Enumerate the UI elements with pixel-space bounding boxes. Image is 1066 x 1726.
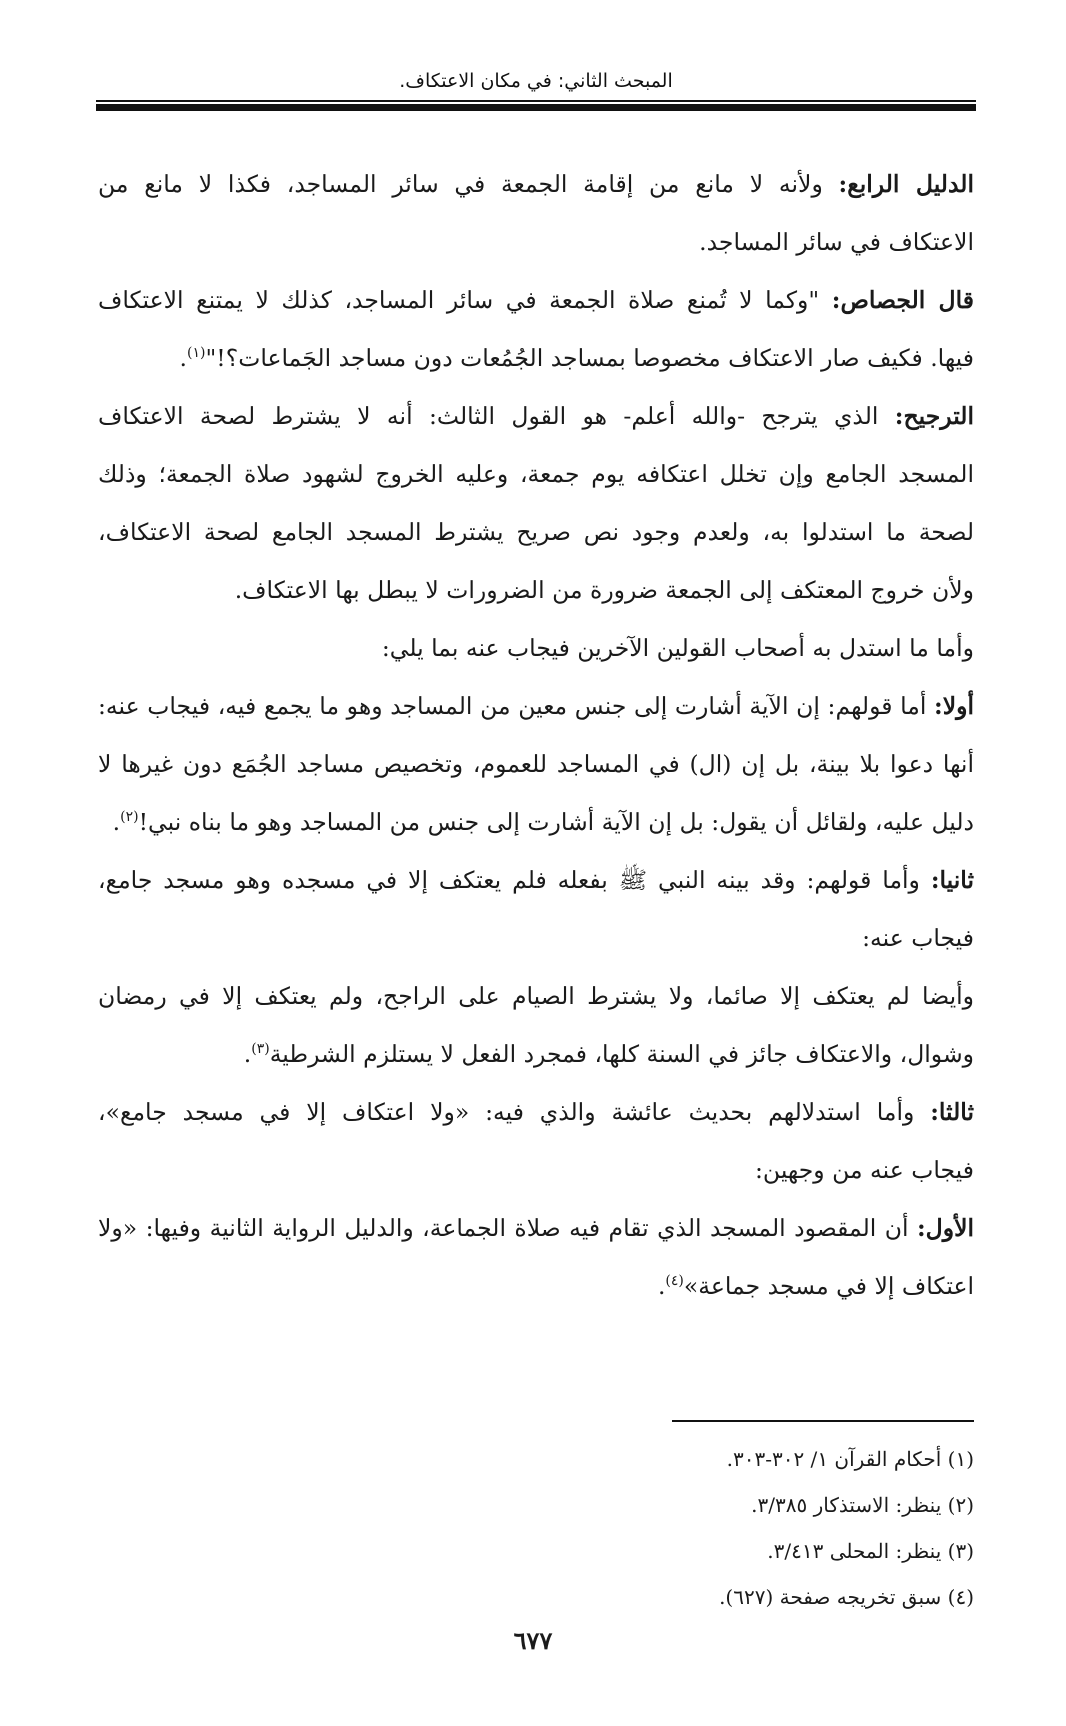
text-line — [98, 561, 974, 619]
footnote-1: (١) أحكام القرآن ١/ ٣٠٢-٣٠٣. — [726, 1447, 974, 1471]
line-text: لصحة ما استدلوا به، ولعدم وجود نص صريح يشترط المسجد الجامع لصحة الاعتكاف، — [98, 518, 974, 546]
paragraph-lead: الدليل الرابع: — [838, 170, 974, 198]
paragraph-lead: قال الجصاص: — [831, 286, 974, 314]
footnote-3: (٣) ينظر: المحلى ٣/٤١٣. — [767, 1539, 974, 1563]
text-line — [98, 677, 974, 735]
line-text: أنها دعوا بلا بينة، بل إن (ال) في المساجد للعموم، وتخصيص مساجد الجُمَع دون غيرها لا — [98, 750, 974, 778]
line-tail: . — [243, 1040, 252, 1068]
footnote-4: (٤) سبق تخريجه صفحة (٦٢٧). — [719, 1585, 974, 1609]
text-line — [98, 967, 974, 1025]
footnote-separator — [672, 1420, 974, 1422]
line-text: وأيضا لم يعتكف إلا صائما، ولا يشترط الصيام على الراجح، ولم يعتكف إلا في رمضان — [98, 982, 974, 1010]
line-text: وأما ما استدل به أصحاب القولين الآخرين فيجاب عنه بما يلي: — [381, 634, 974, 662]
line-tail: . — [657, 1272, 666, 1300]
line-text: فيجاب عنه من وجهين: — [755, 1156, 974, 1184]
line-text: ولأنه لا مانع من إقامة الجمعة في سائر المساجد، فكذا لا مانع من — [98, 170, 839, 198]
line-text: الاعتكاف في سائر المساجد. — [699, 228, 974, 256]
line-text: "وكما لا تُمنع صلاة الجمعة في سائر المساجد، كذلك لا يمتنع الاعتكاف — [98, 286, 832, 314]
text-line — [98, 387, 974, 445]
header-rule-thin — [96, 100, 976, 102]
text-line — [98, 1025, 974, 1083]
text-line — [98, 1257, 974, 1315]
line-text: دليل عليه، ولقائل أن يقول: بل إن الآية أشارت إلى جنس من المساجد وهو ما بناه نبي! — [138, 808, 974, 836]
paragraph-lead: ثالثا: — [930, 1098, 974, 1126]
footnotes — [400, 1436, 974, 1620]
text-line — [98, 155, 974, 213]
line-text: فيجاب عنه: — [862, 924, 974, 952]
footnote-ref[interactable]: (٢) — [120, 809, 139, 826]
text-line — [98, 329, 974, 387]
text-line — [98, 1199, 974, 1257]
line-text: اعتكاف إلا في مسجد جماعة» — [683, 1272, 974, 1300]
line-text: فيها. فكيف صار الاعتكاف مخصوصا بمساجد الجُمُعات دون مساجد الجَماعات؟!" — [205, 344, 974, 372]
text-line — [98, 793, 974, 851]
text-line — [98, 1141, 974, 1199]
body-text — [98, 155, 974, 1315]
footnote-2: (٢) ينظر: الاستذكار ٣/٣٨٥. — [751, 1493, 974, 1517]
text-line — [98, 445, 974, 503]
running-header: المبحث الثاني: في مكان الاعتكاف. — [399, 70, 673, 92]
text-line — [98, 909, 974, 967]
text-line — [98, 213, 974, 271]
paragraph-lead: الترجيح: — [894, 402, 974, 430]
footnote-ref[interactable]: (١) — [187, 345, 206, 362]
footnote-ref[interactable]: (٤) — [665, 1273, 684, 1290]
line-text: أن المقصود المسجد الذي تقام فيه صلاة الجماعة، والدليل الرواية الثانية وفيها: «ولا — [98, 1214, 917, 1242]
header-rule-thick — [96, 104, 976, 111]
line-tail: . — [179, 344, 188, 372]
paragraph-lead: الأول: — [916, 1214, 974, 1242]
line-text: وأما قولهم: وقد بينه النبي ﷺ بفعله فلم يعتكف إلا في مسجده وهو مسجد جامع، — [98, 866, 931, 894]
text-line — [98, 271, 974, 329]
page-number: ٦٧٧ — [513, 1626, 553, 1655]
line-tail: . — [112, 808, 121, 836]
line-text: وشوال، والاعتكاف جائز في السنة كلها، فمجرد الفعل لا يستلزم الشرطية — [269, 1040, 974, 1068]
line-text: الذي يترجح -والله أعلم- هو القول الثالث: أنه لا يشترط لصحة الاعتكاف — [98, 402, 895, 430]
text-line — [98, 503, 974, 561]
line-text: وأما استدلالهم بحديث عائشة والذي فيه: «ولا اعتكاف إلا في مسجد جامع»، — [98, 1098, 931, 1126]
paragraph-lead: أولا: — [934, 692, 974, 720]
footnote-ref[interactable]: (٣) — [251, 1041, 270, 1058]
paragraph-lead: ثانيا: — [930, 866, 974, 894]
line-text: أما قولهم: إن الآية أشارت إلى جنس معين من المساجد وهو ما يجمع فيه، فيجاب عنه: — [98, 692, 935, 720]
line-text: ولأن خروج المعتكف إلى الجمعة ضرورة من الضرورات لا يبطل بها الاعتكاف. — [234, 576, 974, 604]
text-line — [98, 851, 974, 909]
text-line — [98, 735, 974, 793]
text-line — [98, 619, 974, 677]
text-line — [98, 1083, 974, 1141]
line-text: المسجد الجامع وإن تخلل اعتكافه يوم جمعة، وعليه الخروج لشهود صلاة الجمعة؛ وذلك — [98, 460, 974, 488]
